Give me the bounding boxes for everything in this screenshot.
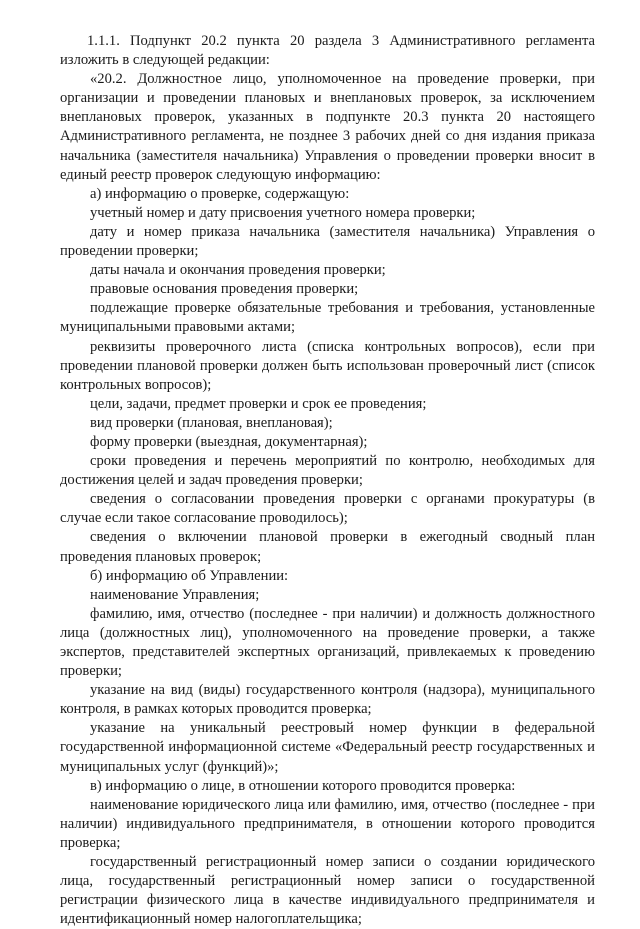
paragraph: в) информацию о лице, в отношении которого проводится проверка: — [90, 777, 516, 794]
paragraph: вид проверки (плановая, внеплановая); — [90, 414, 333, 431]
paragraph: учетный номер и дату присвоения учетного номера проверки; — [90, 204, 476, 221]
paragraph: 1.1.1. Подпункт 20.2 пункта 20 раздела 3 Административного регламента изложить в следующей редакции: — [60, 33, 595, 69]
paragraph: б) информацию об Управлении: — [90, 567, 289, 584]
paragraph: форму проверки (выездная, документарная); — [90, 433, 368, 450]
paragraph: наименование Управления; — [90, 586, 260, 603]
paragraph: реквизиты проверочного листа (списка контрольных вопросов), если при проведении плановой проверки должен быть использован проверочный лист (список контрольных вопросов); — [60, 338, 595, 393]
paragraph: правовые основания проведения проверки; — [90, 281, 359, 298]
paragraph: государственный регистрационный номер записи о создании юридического лица, государственный регистрационный номер записи о государственной регистрации физического лица в качестве индивидуального предпринимателя и идентификационный номер налогоплательщика; — [60, 854, 595, 928]
paragraph: а) информацию о проверке, содержащую: — [90, 185, 350, 202]
paragraph: «20.2. Должностное лицо, уполномоченное на проведение проверки, при организации и проведении плановых и внеплановых проверок, за исключением внеплановых проверок, указанных в подпункте 20.3 пункта 20 настоящего Административного регламента, не позднее 3 рабочих дней со дня издания приказа начальника (заместителя начальника) Управления о проведении проверки вносит в единый реестр проверок следующую информацию: — [60, 71, 595, 183]
paragraph: сведения о включении плановой проверки в ежегодный сводный план проведения плановых проверок; — [60, 529, 595, 565]
paragraph: цели, задачи, предмет проверки и срок ее проведения; — [90, 395, 427, 412]
paragraph: подлежащие проверке обязательные требования и требования, установленные муниципальными правовыми актами; — [60, 300, 595, 336]
paragraph: указание на вид (виды) государственного контроля (надзора), муниципального контроля, в рамках которых проводится проверка; — [60, 682, 595, 718]
paragraph: указание на уникальный реестровый номер функции в федеральной государственной информационной системе «Федеральный реестр государственных и муниципальных услуг (функций)»; — [60, 720, 595, 775]
document-body — [60, 32, 595, 929]
paragraph: наименование юридического лица или фамилию, имя, отчество (последнее - при наличии) индивидуального предпринимателя, в отношении которого проводится проверка; — [60, 796, 595, 851]
paragraph: сведения о согласовании проведения проверки с органами прокуратуры (в случае если такое согласование проводилось); — [60, 491, 595, 527]
paragraph: дату и номер приказа начальника (заместителя начальника) Управления о проведении проверки; — [60, 223, 595, 260]
paragraph: сроки проведения и перечень мероприятий по контролю, необходимых для достижения целей и задач проведения проверки; — [60, 453, 595, 489]
paragraph: фамилию, имя, отчество (последнее - при наличии) и должность должностного лица (должностных лиц), уполномоченного на проведение проверки, а также экспертов, представителей экспертных организаций, привлекаемых к проведению проверки; — [60, 605, 595, 680]
paragraph: даты начала и окончания проведения проверки; — [90, 262, 386, 279]
